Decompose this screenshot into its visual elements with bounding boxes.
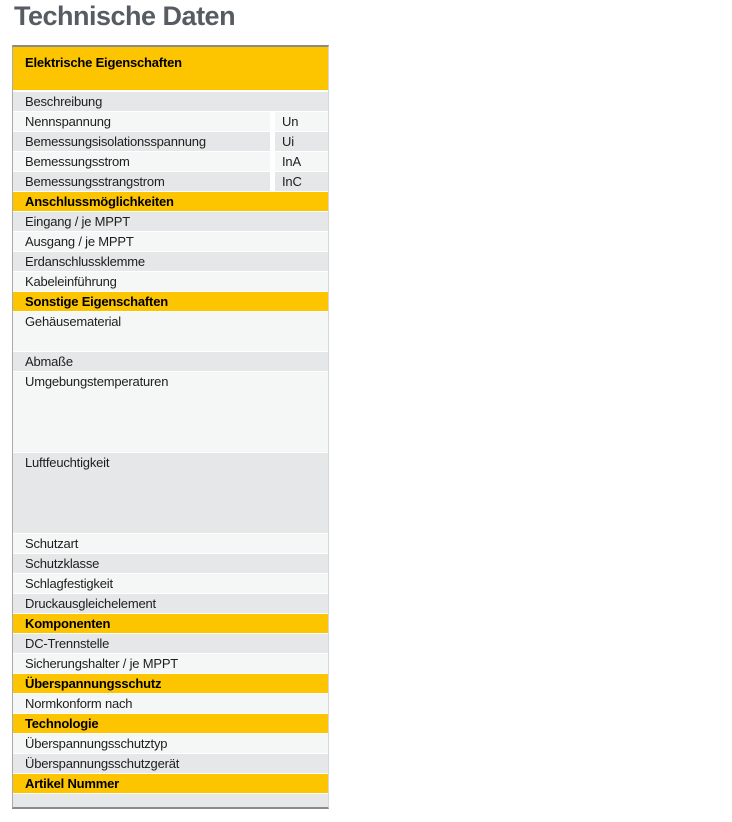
row-label: Bemessungsstrom <box>13 152 270 171</box>
section-header-label: Technologie <box>25 716 99 731</box>
section-header-label: Elektrische Eigenschaften <box>25 55 182 70</box>
table-row <box>13 794 328 807</box>
table-row <box>13 372 328 453</box>
section-header-row <box>13 614 328 634</box>
row-label: Umgebungstemperaturen <box>25 374 169 389</box>
row-label: Bemessungsisolationsspannung <box>13 132 270 151</box>
section-header-row <box>13 192 328 212</box>
row-symbol: Ui <box>275 132 328 151</box>
row-label: Nennspannung <box>13 112 270 131</box>
page-title: Technische Daten <box>14 1 236 31</box>
row-label: Schutzart <box>25 536 79 551</box>
row-label: DC-Trennstelle <box>25 636 110 651</box>
table-row <box>13 312 328 352</box>
section-header-row <box>13 714 328 734</box>
row-label: Überspannungsschutztyp <box>25 736 168 751</box>
table-row <box>13 734 328 754</box>
table-row <box>13 252 328 272</box>
row-label: Eingang / je MPPT <box>25 214 130 229</box>
row-label: Gehäusematerial <box>25 314 121 329</box>
section-header-label: Überspannungsschutz <box>25 676 162 691</box>
table-row <box>13 152 328 172</box>
table-row <box>13 534 328 554</box>
row-label: Normkonform nach <box>25 696 133 711</box>
section-header-label: Anschlussmöglichkeiten <box>25 194 174 209</box>
table-row <box>13 92 328 112</box>
row-label: Erdanschlussklemme <box>25 254 145 269</box>
row-label: Luftfeuchtigkeit <box>25 455 110 470</box>
table-row <box>13 172 328 192</box>
row-label: Schutzklasse <box>25 556 100 571</box>
section-header-row <box>13 674 328 694</box>
row-symbol: InA <box>275 152 328 171</box>
table-row <box>13 132 328 152</box>
table-row <box>13 574 328 594</box>
table-row <box>13 272 328 292</box>
technical-data-table <box>12 45 329 809</box>
table-row <box>13 594 328 614</box>
row-label: Kabeleinführung <box>25 274 117 289</box>
table-row <box>13 453 328 534</box>
row-label: Sicherungshalter / je MPPT <box>25 656 179 671</box>
row-label <box>13 794 328 807</box>
row-label: Überspannungsschutzgerät <box>25 756 180 771</box>
row-symbol: InC <box>275 172 328 191</box>
row-label: Druckausgleichelement <box>25 596 156 611</box>
table-row <box>13 352 328 372</box>
row-label: Ausgang / je MPPT <box>25 234 134 249</box>
table-row <box>13 654 328 674</box>
section-header-label: Komponenten <box>25 616 111 631</box>
row-symbol: Un <box>275 112 328 131</box>
table-row <box>13 554 328 574</box>
row-label: Beschreibung <box>25 94 103 109</box>
table-row <box>13 754 328 774</box>
section-header-label: Artikel Nummer <box>25 776 120 791</box>
table-row <box>13 694 328 714</box>
table-row <box>13 212 328 232</box>
table-row <box>13 112 328 132</box>
table-row <box>13 634 328 654</box>
row-label: Abmaße <box>25 354 73 369</box>
section-header-label: Sonstige Eigenschaften <box>25 294 168 309</box>
section-header-row <box>13 47 328 92</box>
row-label: Schlagfestigkeit <box>25 576 113 591</box>
section-header-row <box>13 292 328 312</box>
row-label: Bemessungsstrangstrom <box>13 172 270 191</box>
table-row <box>13 232 328 252</box>
section-header-row <box>13 774 328 794</box>
